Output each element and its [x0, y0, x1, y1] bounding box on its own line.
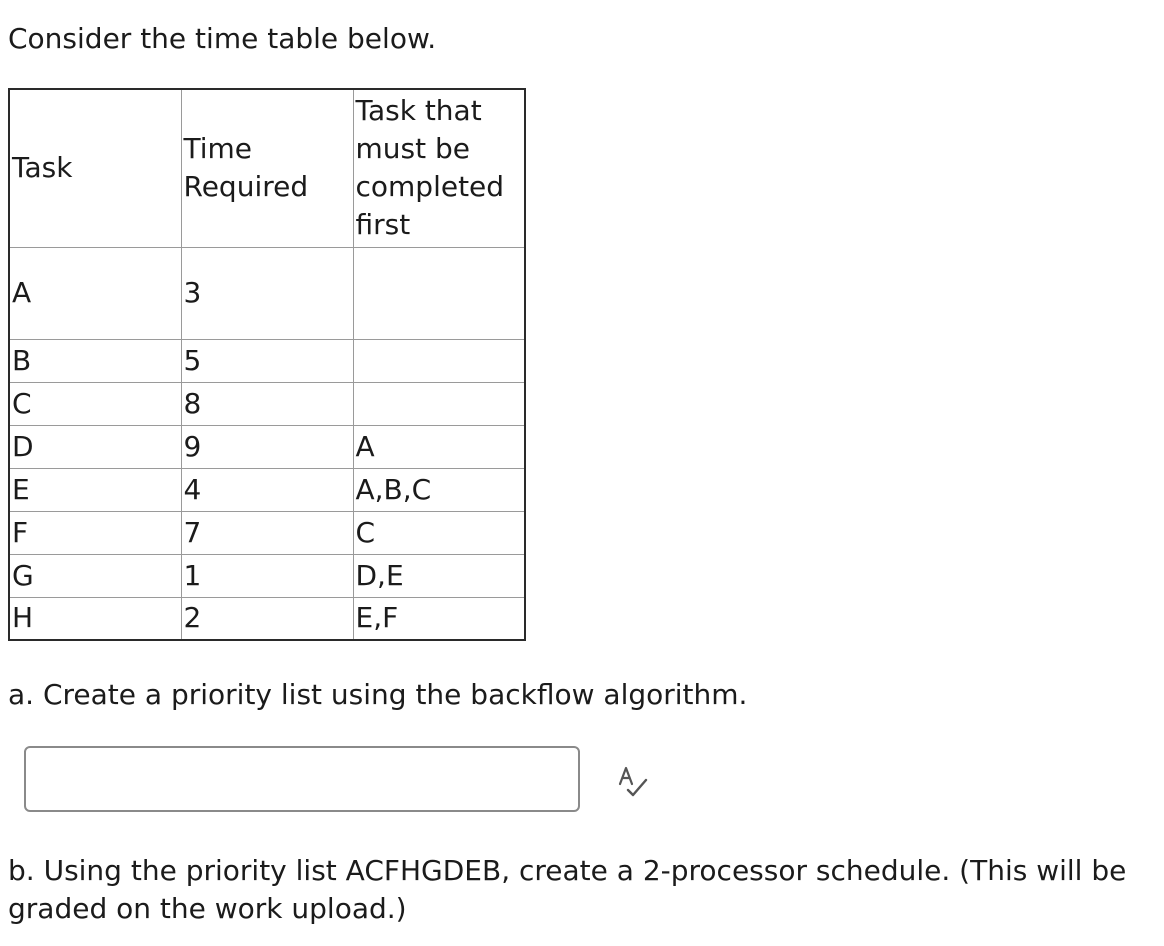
header-time-required: Time Required — [181, 89, 353, 247]
cell-task: D — [9, 425, 181, 468]
cell-task: B — [9, 339, 181, 382]
cell-prereq: C — [353, 511, 525, 554]
cell-time: 7 — [181, 511, 353, 554]
table-row — [9, 554, 525, 597]
cell-prereq — [353, 339, 525, 382]
cell-prereq — [353, 382, 525, 425]
table-row — [9, 382, 525, 425]
cell-task: C — [9, 382, 181, 425]
header-task: Task — [9, 89, 181, 247]
cell-time: 8 — [181, 382, 353, 425]
cell-time: 9 — [181, 425, 353, 468]
question-a: a. Create a priority list using the backflow algorithm. — [8, 678, 748, 711]
table-row — [9, 247, 525, 339]
cell-time: 2 — [181, 597, 353, 640]
cell-task: E — [9, 468, 181, 511]
cell-task: G — [9, 554, 181, 597]
table-row — [9, 425, 525, 468]
header-prerequisites: Task that must be completed first — [353, 89, 525, 247]
cell-time: 3 — [181, 247, 353, 339]
cell-task: H — [9, 597, 181, 640]
table-row — [9, 339, 525, 382]
cell-prereq: E,F — [353, 597, 525, 640]
cell-prereq: A — [353, 425, 525, 468]
intro-text: Consider the time table below. — [8, 22, 437, 55]
table-row — [9, 468, 525, 511]
cell-time: 5 — [181, 339, 353, 382]
table-row — [9, 597, 525, 640]
question-b: b. Using the priority list ACFHGDEB, create a 2-processor schedule. (This will be graded on the work upload.) — [8, 854, 1127, 925]
cell-time: 1 — [181, 554, 353, 597]
cell-task: F — [9, 511, 181, 554]
cell-prereq: A,B,C — [353, 468, 525, 511]
time-table — [8, 88, 526, 641]
table-header-row — [9, 89, 525, 247]
spellcheck-icon[interactable] — [616, 764, 654, 800]
cell-prereq — [353, 247, 525, 339]
cell-task: A — [9, 247, 181, 339]
answer-input[interactable] — [24, 746, 580, 812]
table-row — [9, 511, 525, 554]
cell-time: 4 — [181, 468, 353, 511]
cell-prereq: D,E — [353, 554, 525, 597]
